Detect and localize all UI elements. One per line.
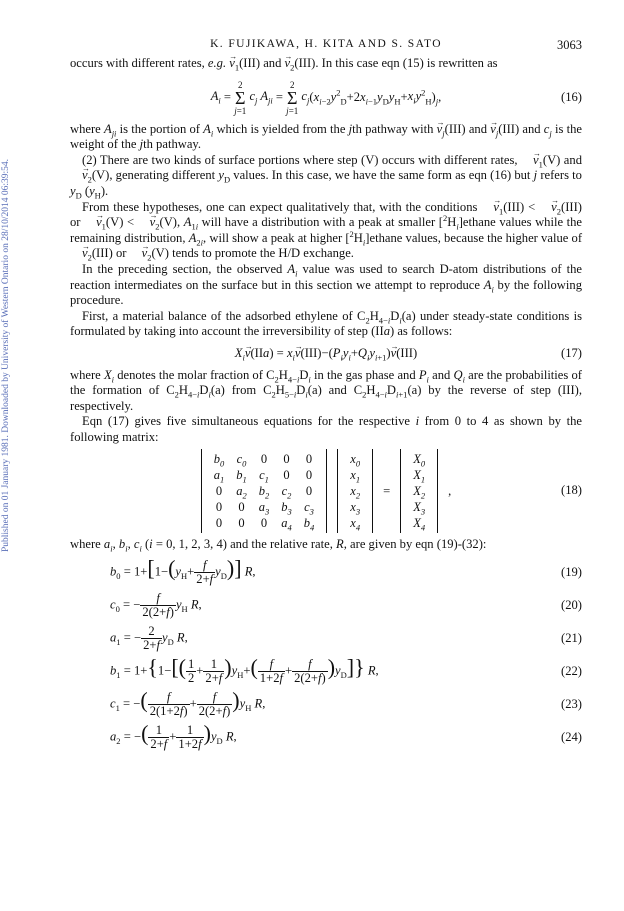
paragraph: where $a_i$, $b_i$, $c_i$ (i = 0, 1, 2, 3, 4) and the relative rate, R, are given by eqn (19)-(32): bbox=[70, 537, 487, 554]
equation-number: (19) bbox=[561, 564, 582, 579]
equation-18: $b_0$ $c_0$ 0 0 0 $a_1$ $b_1$ $c_1$ 0 0 0 $a_2$ $b_2$ $c_2$ 0 0 0 $a_3$ $b_3$ $c_3$ 0 0 0 $a_4$ $b_4$ $x_0$ $x_1$ $x_2$ $x_3$ $x_4$ = $X_0$ $X_1$ $X_2$ $X_3$ $X_4$ , (18) bbox=[70, 449, 582, 533]
equation-number: (22) bbox=[561, 663, 582, 678]
equation-number: (24) bbox=[561, 729, 582, 744]
equation-number: (21) bbox=[561, 630, 582, 645]
equation-number: (23) bbox=[561, 696, 582, 711]
running-header bbox=[70, 38, 582, 50]
paragraph: where $A_{ji}$ is the portion of $A_i$ which is yielded from the jth pathway with → $v_j(III)$ and → $v_j(III)$ and $c_j$ is the weight of the jth pathway. bbox=[70, 122, 582, 153]
equation-number: (16) bbox=[561, 89, 582, 104]
x-vector: $x_0$ $x_1$ $x_2$ $x_3$ $x_4$ bbox=[337, 449, 373, 533]
X-vector: $X_0$ $X_1$ $X_2$ $X_3$ $X_4$ bbox=[400, 449, 438, 533]
equation-16: $A_i = 2$ Σ j=1 $c_j$ $A_{ji} = 2$ Σ j=1 $c_j(x_{i-2}y^2_D+2x_{i-1}y_Dy_H+x_iy^2_H)_j$, (16) bbox=[210, 79, 582, 116]
paragraph: From these hypotheses, one can expect qualitatively that, with the conditions → $v_1(III)$ < → $v_2(III)$ or → $v_1(V)$ < → $v_2(V)$, $A_{1i}$ will have a distribution with a peak at smaller $[^2H_i]ethane$ values while the remaining distribution, $A_{2i}$, will show a peak at higher $[^2H_i]ethane$ values, because the higher value of → $v_2(III)$ or → $v_2(V)$ tends to promote the H/D exchange. bbox=[70, 200, 582, 262]
paragraph: (2) There are two kinds of surface portions where step (V) occurs with different rates, → $v_1(V)$ and → $v_2(V)$, generating different $y_D$ values. In this case, we have the same form as eqn (16) but j refers to $y_D$ $(y_H)$. bbox=[70, 153, 582, 200]
equation-number: (20) bbox=[561, 597, 582, 612]
article-body bbox=[70, 56, 582, 757]
equation-23: $c_1$ = −( $\frac{f}{2(1+2f)}$ + $\frac{f}{2(2+f)}$ )$y_H$ R, (23) bbox=[110, 687, 582, 719]
equation-21: $a_1$ = − $\frac{2}{2+f}$ $y_D$ R, (21) bbox=[110, 624, 582, 653]
equation-24: $a_2$ = −( $\frac{1}{2+f}$ + $\frac{1}{1+2f}$ )$y_D$ R, (24) bbox=[110, 720, 582, 752]
download-stamp: Published on 01 January 1981. Downloaded by University of Western Ontario on 28/10/2014 06:39:54. bbox=[1, 158, 11, 552]
equation-17: $X_i\to v(IIa) = x_i\to v(III)-(P_iy_i+Q_iy_{i+1})\to v(III)$ (17) bbox=[70, 346, 582, 362]
header-authors: K. FUJIKAWA, H. KITA AND S. SATO bbox=[210, 38, 442, 50]
paragraph: where $X_i$ denotes the molar fraction of $C_2H_{4-i}D_i$ in the gas phase and $P_i$ and $Q_i$ are the probabilities of the formation of $C_2H_{4-i}D_i(a)$ from $C_2H_{5-i}D_i(a)$ and $C_2H_{4-i}D_{i+1}(a)$ by the reverse of step (III), respectively. bbox=[70, 367, 582, 413]
equation-20: $c_0$ = − $\frac{f}{2(2+f)}$ $y_H$ R, (20) bbox=[110, 591, 582, 620]
paragraph: occurs with different rates, e.g. → $v_1(III)$ and → $v_2(III)$. In this case eqn (15) is rewritten as bbox=[70, 56, 582, 72]
coefficient-matrix: $b_0$ $c_0$ 0 0 0 $a_1$ $b_1$ $c_1$ 0 0 0 $a_2$ $b_2$ $c_2$ 0 0 0 $a_3$ $b_3$ $c_3$ 0 0 0 $a_4$ $b_4$ bbox=[201, 449, 328, 533]
equation-22: $b_1 = 1+\{1-$[( $\frac{1}{2}$ + $\frac{1}{2+f}$ )$y_H+$( $\frac{f}{1+2f}$ + $\frac{f}{2(2+f)}$ )$y_D$]} R, (22) bbox=[110, 654, 582, 686]
paragraph: First, a material balance of the adsorbed ethylene of $C_2H_{4-i}D_i(a)$ under steady-state conditions is formulated by taking into account the irreversibility of step (IIa) as follows: bbox=[70, 308, 583, 339]
equation-number: (18) bbox=[561, 483, 582, 498]
paragraph: Eqn (17) gives five simultaneous equations for the respective i from 0 to 4 as shown by the following matrix: bbox=[70, 414, 583, 444]
equation-19: $b_0 = 1+[1-(y_H+$ $\frac{f}{2+f}$ $y_D$)] R, (19) bbox=[110, 555, 582, 587]
paragraph: In the preceding section, the observed $A_i$ value was used to search D-atom distributions of the reaction intermediates on the surface but in this section we attempt to reproduce $A_i$ by the following procedure. bbox=[70, 261, 582, 308]
page-number: 3063 bbox=[557, 38, 582, 52]
equation-number: (17) bbox=[561, 345, 582, 360]
